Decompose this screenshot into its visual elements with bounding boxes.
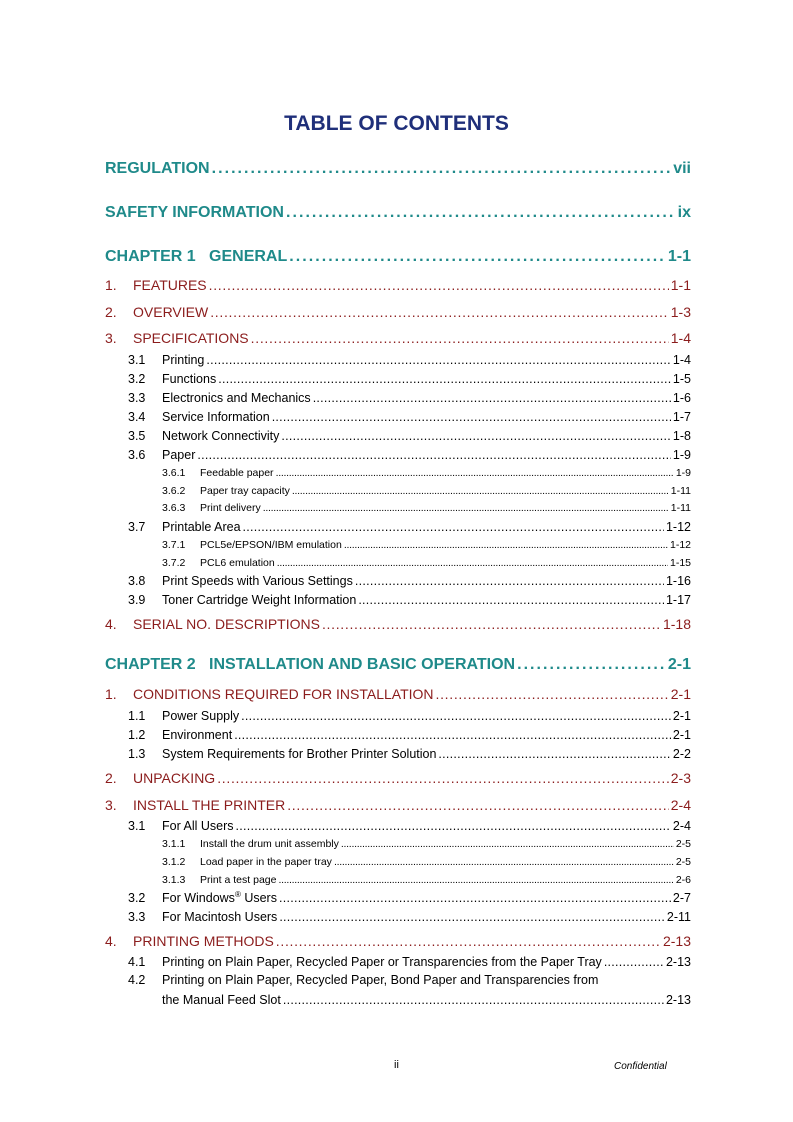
toc-entry-label: PRINTING METHODS — [133, 933, 274, 949]
toc-entry-page: 2-6 — [675, 874, 691, 886]
dot-leader — [517, 656, 666, 674]
dot-leader — [358, 593, 664, 607]
toc-entry[interactable] — [105, 304, 691, 320]
dot-leader — [276, 933, 661, 949]
toc-entry-label: Feedable paper — [200, 467, 274, 479]
dot-leader — [212, 160, 672, 178]
dot-leader — [272, 410, 671, 424]
toc-entry-number: 3.2 — [128, 891, 146, 905]
dot-leader — [276, 467, 674, 479]
toc-entry-page: 2-13 — [662, 933, 691, 949]
dot-leader — [313, 391, 671, 405]
toc-entry-label: SPECIFICATIONS — [133, 330, 249, 346]
toc-entry-label: Print a test page — [200, 874, 277, 886]
dot-leader — [279, 910, 665, 924]
toc-entry-number: 4. — [105, 933, 117, 949]
toc-entry-number: 3.5 — [128, 429, 146, 443]
toc-entry-page: 1-1 — [667, 248, 691, 265]
toc-entry-page: 2-5 — [675, 856, 691, 868]
toc-entry[interactable] — [162, 485, 691, 497]
toc-entry-page: 2-13 — [665, 955, 691, 969]
toc-entry-number: 3.7 — [128, 520, 146, 534]
toc-entry-number: 3.3 — [128, 910, 146, 924]
toc-entry-number: 1. — [105, 686, 117, 702]
toc-entry-number: 3.1.1 — [162, 838, 186, 850]
toc-entry-label: FEATURES — [133, 277, 207, 293]
toc-entry[interactable] — [128, 429, 691, 443]
toc-entry[interactable] — [105, 160, 691, 178]
toc-entry[interactable] — [128, 391, 691, 405]
toc-entry-number: 3.7.2 — [162, 557, 186, 569]
toc-entry[interactable] — [128, 410, 691, 424]
dot-leader — [197, 448, 671, 462]
toc-entry-number: 3.7.1 — [162, 539, 186, 551]
footer-page-number: ii — [394, 1059, 399, 1071]
toc-entry-label: Toner Cartridge Weight Information — [162, 593, 357, 607]
toc-entry[interactable] — [105, 616, 691, 632]
toc-entry-page: 2-1 — [670, 686, 691, 702]
toc-entry-label: CONDITIONS REQUIRED FOR INSTALLATION — [133, 686, 434, 702]
toc-entry-label: Environment — [162, 728, 233, 742]
toc-entry-page: 1-15 — [669, 557, 691, 569]
toc-entry[interactable] — [105, 248, 691, 266]
toc-entry-number: 4.2 — [128, 973, 146, 987]
toc-entry-label: SAFETY INFORMATION — [105, 204, 284, 221]
toc-entry-label: Printing — [162, 353, 205, 367]
toc-entry-page: 2-11 — [666, 910, 691, 924]
dot-leader — [236, 819, 671, 833]
toc-entry-number: 1.1 — [128, 709, 146, 723]
dot-leader — [283, 993, 664, 1007]
toc-entry[interactable] — [105, 686, 691, 702]
toc-entry-label: PCL6 emulation — [200, 557, 275, 569]
toc-entry[interactable] — [105, 330, 691, 346]
toc-entry-label: REGULATION — [105, 160, 210, 177]
dot-leader — [241, 709, 671, 723]
toc-entry-page: ix — [677, 204, 691, 221]
toc-entry-label: the Manual Feed Slot — [162, 993, 281, 1007]
toc-entry[interactable] — [128, 910, 691, 924]
toc-entry-label: Functions — [162, 372, 217, 386]
toc-entry-page: 2-13 — [665, 993, 691, 1007]
toc-entry-number: 1. — [105, 277, 117, 293]
toc-entry-page: 2-4 — [672, 819, 691, 833]
dot-leader — [217, 770, 669, 786]
toc-entry[interactable] — [105, 797, 691, 813]
toc-entry-number: 1.3 — [128, 747, 146, 761]
toc-entry[interactable] — [162, 557, 691, 569]
dot-leader — [251, 330, 669, 346]
toc-entry-number: 3.1 — [128, 819, 146, 833]
toc-entry[interactable] — [128, 372, 691, 386]
toc-entry-label: Install the drum unit assembly — [200, 838, 339, 850]
toc-entry-number: 3.4 — [128, 410, 146, 424]
toc-entry-page: 1-3 — [670, 304, 691, 320]
toc-entry[interactable] — [128, 728, 691, 742]
toc-entry-label: Paper — [162, 448, 196, 462]
toc-entry[interactable] — [128, 353, 691, 367]
toc-entry[interactable] — [162, 539, 691, 551]
toc-entry[interactable] — [128, 955, 691, 969]
toc-entry-page: 2-7 — [672, 891, 691, 905]
dot-leader — [289, 248, 666, 266]
toc-entry-number: 3.6 — [128, 448, 146, 462]
toc-entry[interactable] — [105, 933, 691, 949]
toc-entry[interactable] — [128, 709, 691, 723]
toc-entry-label: SERIAL NO. DESCRIPTIONS — [133, 616, 320, 632]
toc-entry-label: Printable Area — [162, 520, 241, 534]
toc-entry[interactable] — [105, 204, 691, 222]
toc-entry-wrapped-line — [128, 973, 598, 987]
toc-entry-label: OVERVIEW — [133, 304, 209, 320]
toc-entry-number: 3.2 — [128, 372, 146, 386]
dot-leader — [287, 797, 669, 813]
toc-entry-label: Network Connectivity — [162, 429, 280, 443]
toc-entry-label: INSTALL THE PRINTER — [133, 797, 286, 813]
dot-leader — [292, 485, 669, 497]
toc-entry[interactable] — [105, 770, 691, 786]
toc-entry-label: Electronics and Mechanics — [162, 391, 311, 405]
toc-entry-number: 3.6.2 — [162, 485, 186, 497]
toc-entry[interactable] — [128, 891, 691, 905]
toc-entry[interactable] — [162, 502, 691, 514]
dot-leader — [438, 747, 671, 761]
dot-leader — [278, 874, 673, 886]
toc-entry-number: 3.1.2 — [162, 856, 186, 868]
toc-entry-label: CHAPTER 2 INSTALLATION AND BASIC OPERATION — [105, 656, 516, 673]
page-title: TABLE OF CONTENTS — [284, 112, 509, 135]
dot-leader — [334, 856, 674, 868]
toc-entry-number: 2. — [105, 770, 117, 786]
dot-leader — [279, 891, 671, 905]
toc-entry-page: 1-12 — [665, 520, 691, 534]
toc-entry-page: 1-9 — [672, 448, 691, 462]
toc-entry-page: 1-6 — [672, 391, 691, 405]
toc-entry-label: Paper tray capacity — [200, 485, 290, 497]
toc-entry[interactable] — [162, 838, 691, 850]
toc-entry-number: 3.9 — [128, 593, 146, 607]
toc-entry-page: 1-11 — [670, 502, 691, 514]
toc-entry-number: 3. — [105, 330, 117, 346]
toc-entry-page: 2-5 — [675, 838, 691, 850]
toc-entry-label: Print delivery — [200, 502, 261, 514]
toc-entry-page: 2-4 — [670, 797, 691, 813]
toc-entry-page: 2-1 — [672, 728, 691, 742]
toc-entry-label: Printing on Plain Paper, Recycled Paper or Transparencies from the Paper Tray — [162, 955, 602, 969]
toc-entry-label: Print Speeds with Various Settings — [162, 574, 353, 588]
dot-leader — [604, 955, 664, 969]
dot-leader — [322, 616, 661, 632]
toc-entry-label: CHAPTER 1 GENERAL — [105, 248, 288, 265]
toc-entry[interactable] — [128, 747, 691, 761]
dot-leader — [277, 557, 668, 569]
toc-entry-label: Printing on Plain Paper, Recycled Paper, Bond Paper and Transparencies from — [162, 973, 599, 987]
toc-entry-page: 1-1 — [670, 277, 691, 293]
dot-leader — [210, 304, 669, 320]
toc-entry-number: 3.6.3 — [162, 502, 186, 514]
toc-entry[interactable] — [105, 656, 691, 674]
dot-leader — [218, 372, 671, 386]
toc-entry-label: Power Supply — [162, 709, 240, 723]
toc-entry[interactable] — [128, 520, 691, 534]
dot-leader — [263, 502, 669, 514]
toc-entry-number: 1.2 — [128, 728, 146, 742]
dot-leader — [206, 353, 671, 367]
toc-entry-page: 1-18 — [662, 616, 691, 632]
dot-leader — [355, 574, 664, 588]
toc-entry-label: Load paper in the paper tray — [200, 856, 332, 868]
toc-entry-page: 1-8 — [672, 429, 691, 443]
dot-leader — [209, 277, 669, 293]
toc-entry-page: 2-1 — [667, 656, 691, 673]
toc-entry-number: 3.8 — [128, 574, 146, 588]
toc-entry[interactable] — [128, 574, 691, 588]
toc-entry-number: 3.1 — [128, 353, 146, 367]
toc-entry-page: 1-4 — [670, 330, 691, 346]
toc-entry-label: UNPACKING — [133, 770, 216, 786]
toc-entry-page: vii — [673, 160, 691, 177]
toc-entry-label: For Windows® Users — [162, 889, 277, 905]
dot-leader — [281, 429, 671, 443]
dot-leader — [436, 686, 669, 702]
toc-entry-page: 2-3 — [670, 770, 691, 786]
toc-entry[interactable] — [128, 819, 691, 833]
toc-entry-page: 2-1 — [672, 709, 691, 723]
toc-entry[interactable] — [162, 856, 691, 868]
toc-entry-label: For All Users — [162, 819, 234, 833]
toc-entry-page: 2-2 — [672, 747, 691, 761]
toc-entry-number: 3.3 — [128, 391, 146, 405]
toc-entry-page: 1-5 — [672, 372, 691, 386]
toc-entry[interactable] — [162, 874, 691, 886]
toc-entry-page: 1-4 — [672, 353, 691, 367]
toc-entry-label: System Requirements for Brother Printer Solution — [162, 747, 437, 761]
toc-entry[interactable] — [128, 593, 691, 607]
toc-entry-page: 1-11 — [670, 485, 691, 497]
toc-entry-label: For Macintosh Users — [162, 910, 278, 924]
toc-entry-page: 1-9 — [675, 467, 691, 479]
toc-entry[interactable] — [128, 448, 691, 462]
toc-entry-number: 3. — [105, 797, 117, 813]
toc-entry-page: 1-17 — [665, 593, 691, 607]
toc-entry-number: 3.6.1 — [162, 467, 186, 479]
toc-entry[interactable] — [105, 277, 691, 293]
toc-entry-number: 4.1 — [128, 955, 146, 969]
toc-entry-page: 1-12 — [669, 539, 691, 551]
toc-entry-label: Service Information — [162, 410, 270, 424]
toc-entry-number: 3.1.3 — [162, 874, 186, 886]
toc-entry-label: PCL5e/EPSON/IBM emulation — [200, 539, 342, 551]
toc-entry[interactable] — [162, 467, 691, 479]
footer-confidential: Confidential — [614, 1061, 667, 1072]
toc-entry-number: 4. — [105, 616, 117, 632]
toc-entry[interactable] — [162, 993, 691, 1007]
dot-leader — [243, 520, 664, 534]
toc-entry-page: 1-7 — [672, 410, 691, 424]
dot-leader — [344, 539, 668, 551]
toc-entry-page: 1-16 — [665, 574, 691, 588]
toc-entry-number: 2. — [105, 304, 117, 320]
dot-leader — [286, 204, 676, 222]
dot-leader — [341, 838, 674, 850]
dot-leader — [234, 728, 671, 742]
